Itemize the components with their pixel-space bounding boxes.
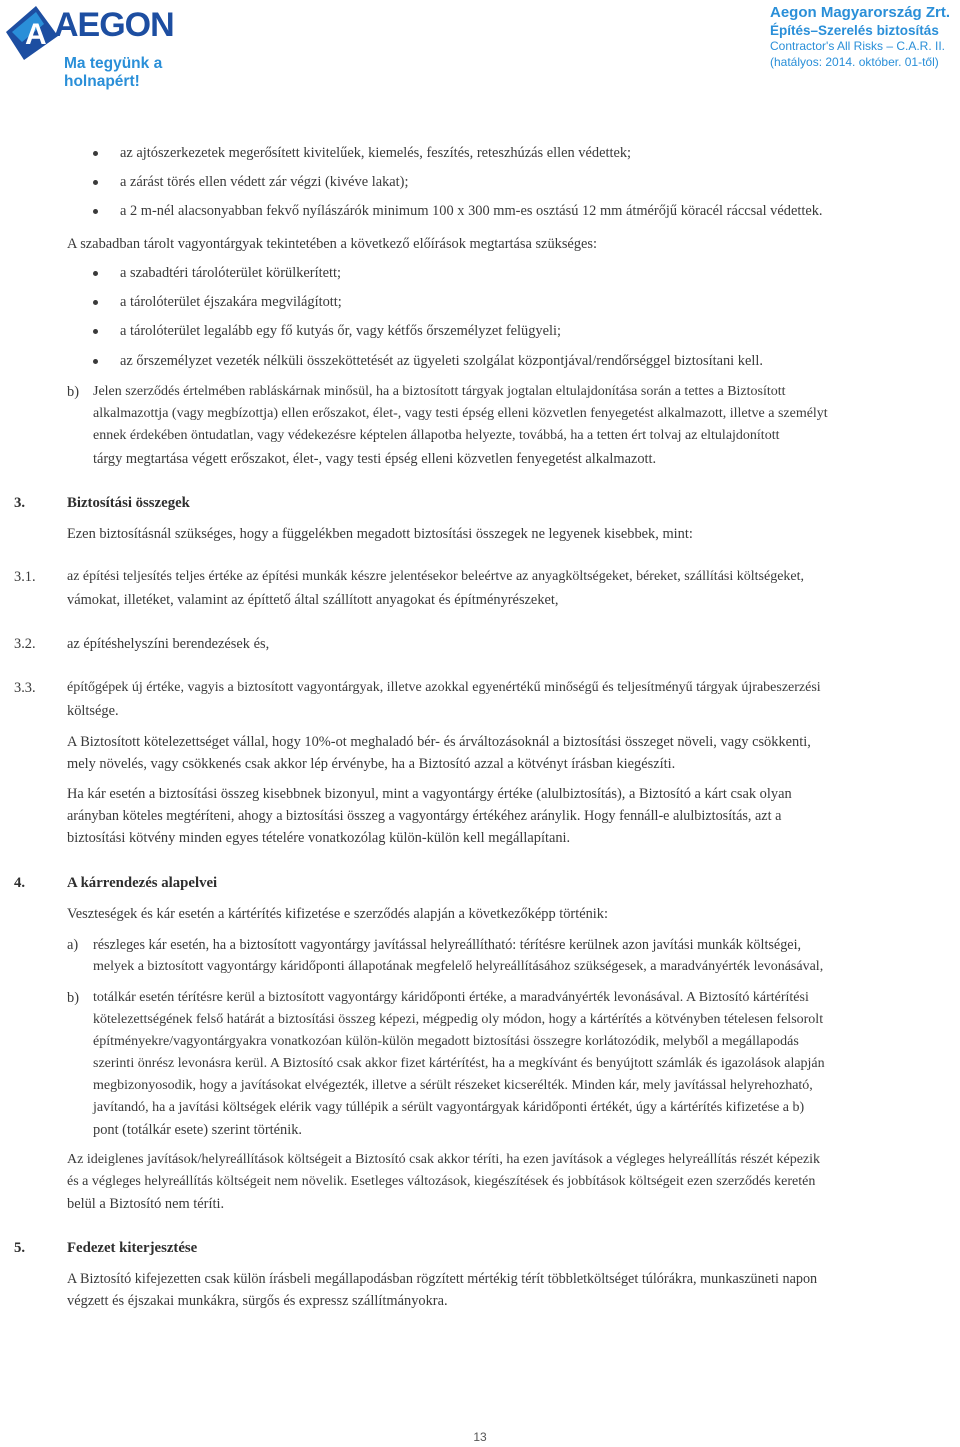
item-number: 3.1. (14, 569, 36, 585)
paragraph-line: vámokat, illetéket, valamint az építtető által szállított anyagokat és építményrészeket, (67, 592, 559, 608)
paragraph-line: A Biztosító kifejezetten csak külön írásbeli megállapodásban rögzített mértékig térít többletköltséget túlórákra, munkaszüneti napon (67, 1271, 818, 1287)
aegon-logo (2, 2, 242, 90)
list-item: a 2 m-nél alacsonyabban fekvő nyílászárók minimum 100 x 300 mm-es osztású 12 mm átmérőjű köracél ráccsal védettek. (120, 203, 823, 219)
list-item: a tárolóterület éjszakára megvilágított; (120, 294, 342, 310)
paragraph-line: kötelezettségének felső határát a biztosítási összeg képezi, mégpedig oly módon, hogy a kártérítés a kötvényben tételesen felsorolt (93, 1012, 824, 1027)
validity-date: (hatályos: 2014. október. 01-től) (770, 54, 939, 69)
svg-text:A: A (25, 18, 47, 51)
product-name: Építés–Szerelés biztosítás (770, 23, 939, 38)
section-title: Biztosítási összegek (67, 495, 190, 511)
item-number: 3.3. (14, 680, 36, 696)
logo-wordmark: AEGON (54, 6, 174, 44)
paragraph-line: A Biztosított kötelezettséget vállal, hogy 10%-ot meghaladó bér- és árváltozásoknál a biztosítási összeget növeli, vagy csökkenti, (67, 734, 811, 750)
header-document-info (770, 4, 958, 70)
bullet-marker (92, 142, 102, 164)
list-item: a tárolóterület legalább egy fő kutyás őr, vagy kétfős őrszemélyzet felügyeli; (120, 323, 561, 339)
paragraph-line: az építéshelyszíni berendezések és, (67, 636, 270, 652)
item-label: a) (67, 937, 79, 953)
paragraph-line: arányban köteles megtéríteni, ahogy a biztosítási összeg a vagyontárgy értékéhez aránylik. Hogy fennáll-e alulbiztosítás, azt a (67, 808, 782, 824)
paragraph-line: szerinti önrész levonásra kerül. A Biztosító csak akkor fizet kártérítést, ha a megkívánt és benyújtott számlák és igazolások alapján (93, 1056, 825, 1071)
paragraph-line: költsége. (67, 703, 119, 719)
paragraph-line: Jelen szerződés értelmében rabláskárnak minősül, ha a biztosított tárgyak jogtalan eltulajdonítása során a tettes a Biztosított (93, 384, 786, 399)
product-subtitle: Contractor's All Risks – C.A.R. II. (770, 39, 946, 53)
paragraph-line: és a végleges helyreállítás költségeit nem növelik. Esetleges változások, kiegészítések és jobbítások költségeit ezen szerződés keretén (67, 1174, 816, 1189)
item-label: b) (67, 990, 79, 1006)
list-item: az őrszemélyzet vezeték nélküli összeköttetését az ügyeleti szolgálat központjával/rendőrséggel biztosítani kell. (120, 353, 763, 369)
section-intro: Ezen biztosításnál szükséges, hogy a függelékben megadott biztosítási összegek ne legyenek kisebbek, mint: (67, 526, 693, 542)
paragraph-line: építményekre/vagyontárgyakra vonatkozóan külön-külön megadott biztosítási összegre korlátozódik, melyből a megállapodás (93, 1034, 799, 1049)
paragraph-line: végzett és éjszakai munkákra, sürgős és expressz szállítmányokra. (67, 1293, 448, 1309)
bullet-marker (92, 262, 102, 284)
item-number: 3.2. (14, 636, 36, 652)
section-number: 3. (14, 495, 26, 511)
paragraph-line: az építési teljesítés teljes értéke az építési munkák készre jelentésekor beleértve az anyagköltségeket, béreket, szállítási költségeket, (67, 569, 805, 584)
paragraph-line: tárgy megtartása végett erőszakot, élet-, vagy testi épség elleni közvetlen fenyegetést alkalmazott. (93, 451, 657, 467)
paragraph-line: Ha kár esetén a biztosítási összeg kisebbnek bizonyul, mint a vagyontárgy értéke (alulbiztosítás), a Biztosító a kárt csak olyan (67, 786, 792, 802)
logo-tagline: Ma tegyünk a holnapért! (64, 55, 163, 90)
bullet-marker (92, 200, 102, 222)
bullet-marker (92, 291, 102, 313)
paragraph-line: megbizonyosodik, hogy a javításokat elvégezték, illetve a sérült részeket kicserélték. Minden kár, mely javítással helyrehozható, (93, 1078, 813, 1093)
paragraph-line: részleges kár esetén, ha a biztosított vagyontárgy javítással helyreállítható: térítésre kerülnek azon javítási munkák költségei, (93, 937, 802, 953)
aegon-logo-mark-icon (2, 2, 62, 64)
paragraph-line: alkalmazottja (vagy megbízottja) ellen erőszakot, élet-, vagy testi épség elleni közvetlen fenyegetést alkalmazott, illetve a személyt (93, 406, 828, 421)
section-title: Fedezet kiterjesztése (67, 1240, 198, 1256)
paragraph-line: Az ideiglenes javítások/helyreállítások költségeit a Biztosító csak akkor téríti, ha ezen javítások a végleges helyreállítás részét képezik (67, 1152, 821, 1167)
paragraph-line: építőgépek új értéke, vagyis a biztosított vagyontárgyak, illetve azokkal egyenértékű minőségű és teljesítményű tárgyak újrabeszerzési (67, 680, 821, 695)
item-label: b) (67, 384, 79, 400)
paragraph-line: ennek érdekében öntudatlan, vagy védekezésre képtelen állapotba helyezte, továbbá, ha a tetten ért tolvaj az eltulajdonított (93, 428, 780, 443)
paragraph-line: pont (totálkár esete) szerint történik. (93, 1122, 302, 1138)
page-header (0, 0, 960, 90)
page-number: 13 (473, 1430, 487, 1444)
bullet-marker (92, 171, 102, 193)
company-name: Aegon Magyarország Zrt. (770, 4, 951, 21)
list-item: az ajtószerkezetek megerősített kivitelűek, kiemelés, feszítés, reteszhúzás ellen védettek; (120, 145, 632, 161)
list-item: a zárást törés ellen védett zár végzi (kivéve lakat); (120, 174, 409, 190)
storage-intro: A szabadban tárolt vagyontárgyak tekintetében a következő előírások megtartása szükséges: (67, 236, 598, 252)
section-intro: Veszteségek és kár esetén a kártérítés kifizetése e szerződés alapján a következőképp történik: (67, 906, 608, 922)
paragraph-line: javítandó, ha a javítási költségek elérik vagy túllépik a sérült vagyontárgyak káridőponti értékét, úgy a kártérítés kifizetése a b) (93, 1100, 805, 1115)
section-number: 4. (14, 875, 26, 891)
section-number: 5. (14, 1240, 26, 1256)
bullet-marker (92, 350, 102, 372)
paragraph-line: mely növelés, vagy csökkenés csak akkor lép érvénybe, ha a Biztosító azzal a kötvényt írásban kiegészíti. (67, 756, 676, 772)
paragraph-line: biztosítási kötvény minden egyes tételére vonatkozólag külön-külön kell megállapítani. (67, 830, 571, 846)
list-item: a szabadtéri tárolóterület körülkerített; (120, 265, 341, 281)
bullet-marker (92, 320, 102, 342)
paragraph-line: melyek a biztosított vagyontárgy káridőponti állapotának megfelelő helyreállításához szükségesek, a maradványérték levonásával, (93, 959, 824, 974)
paragraph-line: totálkár esetén térítésre kerül a biztosított vagyontárgy káridőponti értéke, a maradványérték levonásával. A Biztosító kártérítési (93, 990, 809, 1005)
section-title: A kárrendezés alapelvei (67, 875, 218, 891)
paragraph-line: belül a Biztosító nem téríti. (67, 1196, 225, 1212)
